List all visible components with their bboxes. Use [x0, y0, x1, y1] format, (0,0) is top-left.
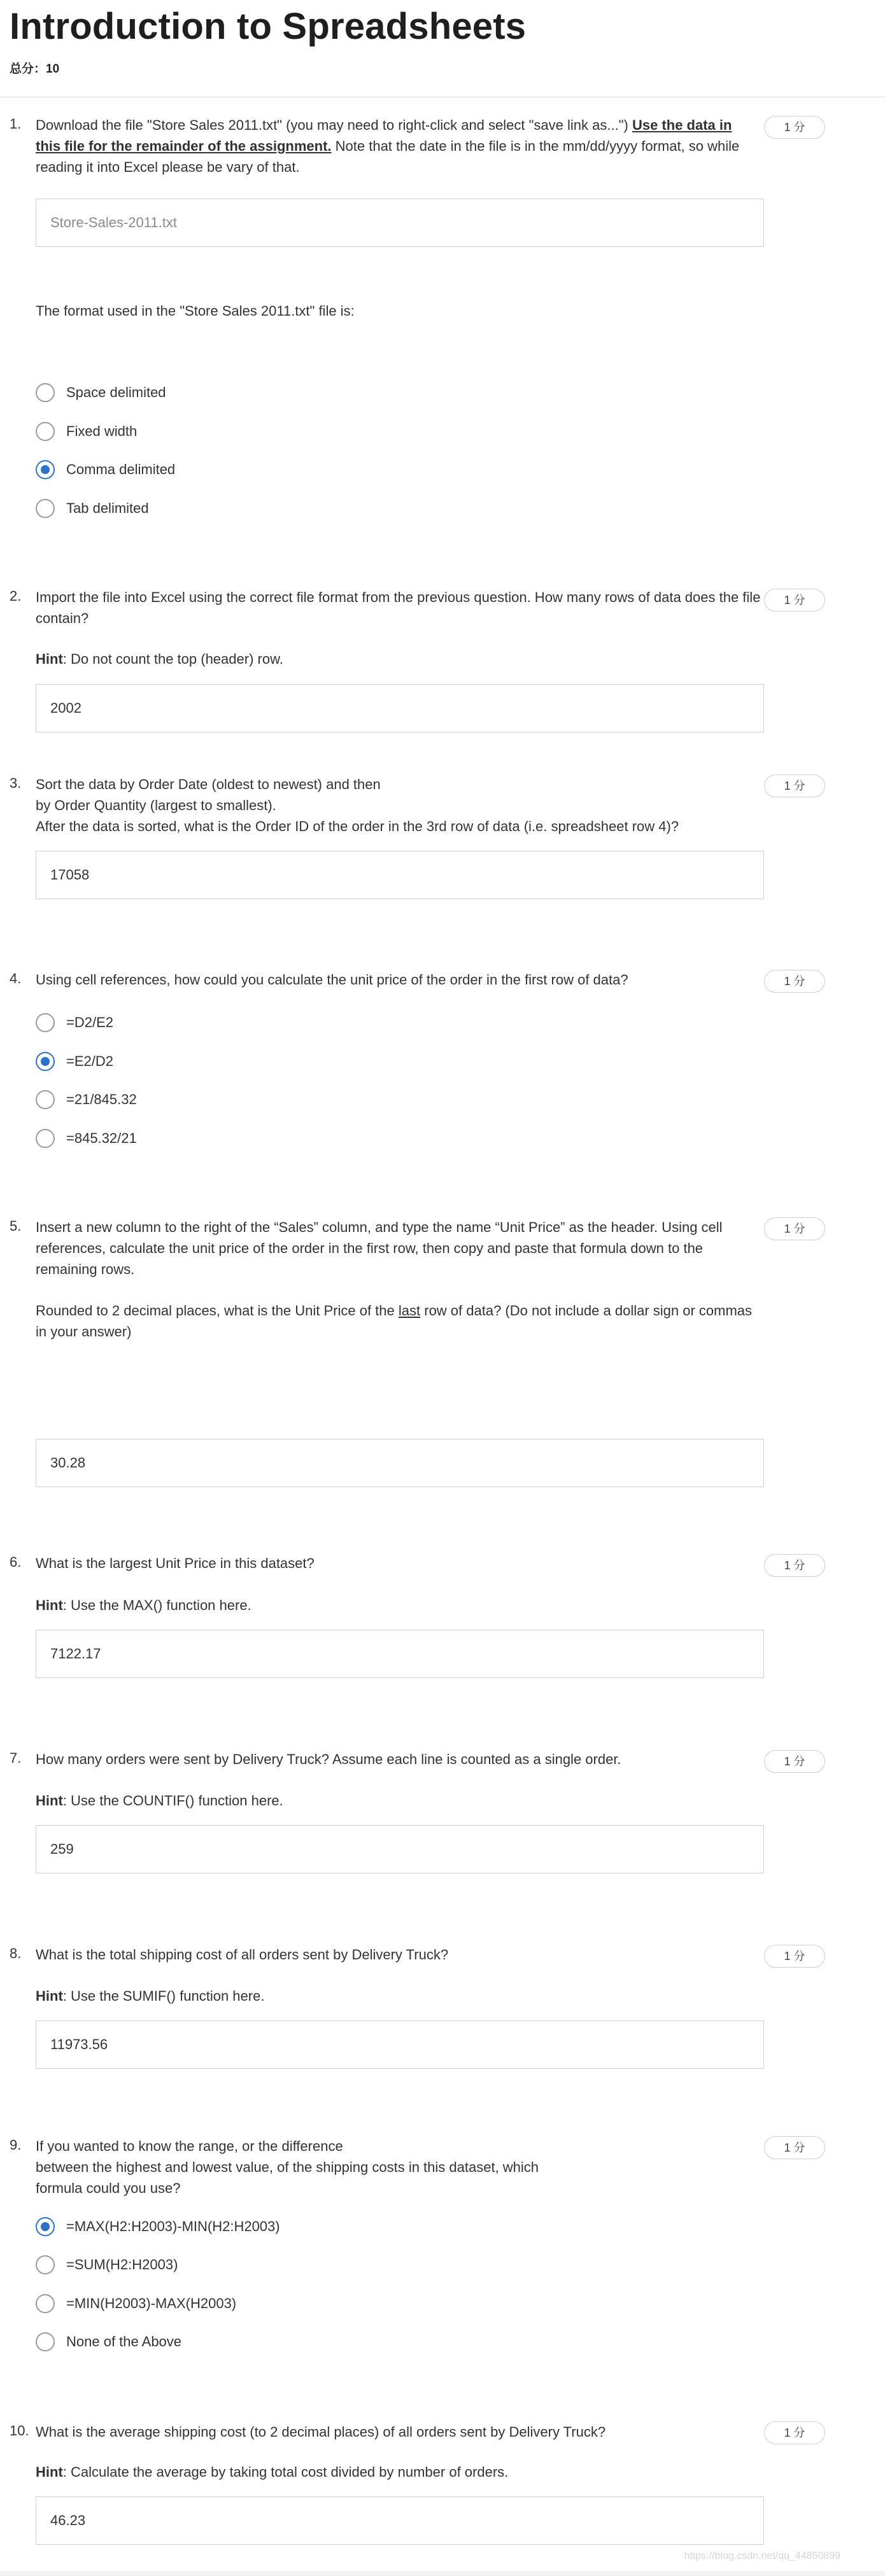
question-5-text-2-underline: last — [398, 1303, 421, 1319]
radio-unchecked-icon[interactable] — [36, 1090, 55, 1109]
question-5-number: 5. — [10, 1218, 22, 1234]
question-1-points: 1 分 — [764, 116, 825, 139]
option-label: Space delimited — [66, 384, 166, 400]
question-10-number: 10. — [10, 2423, 29, 2439]
question-2-points: 1 分 — [764, 589, 825, 612]
hint-text: : Do not count the top (header) row. — [62, 651, 283, 667]
question-1-text-post: Note that the date in the file is in the mm/dd/yyyy format, so while reading it into Excel please be vary of that. — [36, 138, 740, 175]
hint-text: : Use the SUMIF() function here. — [62, 1988, 265, 2004]
question-3-line-3: After the data is sorted, what is the Order ID of the order in the 3rd row of data (i.e. spreadsheet row 4)? — [36, 818, 679, 834]
question-4-option-1[interactable] — [36, 1012, 113, 1033]
total-score: 总分：10 — [10, 62, 60, 76]
question-2-answer-input[interactable]: 2002 — [36, 684, 764, 732]
question-2-number: 2. — [10, 588, 22, 604]
option-label: =21/845.32 — [66, 1091, 137, 1107]
hint-text: : Use the COUNTIF() function here. — [62, 1793, 283, 1809]
question-4-number: 4. — [10, 970, 22, 986]
question-10-points: 1 分 — [764, 2421, 825, 2444]
question-9-points: 1 分 — [764, 2136, 825, 2159]
question-7-hint — [36, 1790, 761, 1811]
question-6-points: 1 分 — [764, 1554, 825, 1577]
hint-label: Hint — [36, 1597, 63, 1613]
question-5-answer-input[interactable]: 30.28 — [36, 1439, 764, 1487]
radio-unchecked-icon[interactable] — [36, 1013, 55, 1032]
option-label: None of the Above — [66, 2334, 182, 2349]
radio-checked-icon[interactable] — [36, 2217, 55, 2236]
question-3-number: 3. — [10, 775, 22, 791]
question-8-answer-input[interactable]: 11973.56 — [36, 2020, 764, 2069]
radio-unchecked-icon[interactable] — [36, 383, 55, 402]
option-label: =MIN(H2003)-MAX(H2003) — [66, 2295, 237, 2311]
radio-unchecked-icon[interactable] — [36, 422, 55, 441]
question-3-points: 1 分 — [764, 774, 825, 797]
question-7-answer-input[interactable]: 259 — [36, 1825, 764, 1873]
option-label: =D2/E2 — [66, 1014, 113, 1030]
question-9-line-2: between the highest and lowest value, of the shipping costs in this dataset, which — [36, 2159, 539, 2175]
question-5-points: 1 分 — [764, 1217, 825, 1240]
question-1-text — [36, 115, 749, 178]
question-4-text: Using cell references, how could you calculate the unit price of the order in the first row of data? — [36, 972, 628, 988]
question-10-text: What is the average shipping cost (to 2 decimal places) of all orders sent by Delivery Truck? — [36, 2424, 606, 2440]
question-5-text-2 — [36, 1300, 761, 1342]
question-1-text-pre: Download the file "Store Sales 2011.txt" (you may need to right-click and select "save link as...") — [36, 117, 632, 133]
question-1-number: 1. — [10, 116, 22, 132]
question-8-number: 8. — [10, 1945, 22, 1961]
question-3-line-1: Sort the data by Order Date (oldest to newest) and then — [36, 776, 381, 792]
question-8-points: 1 分 — [764, 1945, 825, 1968]
question-9-option-3[interactable] — [36, 2293, 236, 2314]
option-label: Tab delimited — [66, 500, 149, 516]
question-9-option-2[interactable] — [36, 2255, 178, 2275]
option-label: =MAX(H2:H2003)-MIN(H2:H2003) — [66, 2218, 280, 2234]
question-6-number: 6. — [10, 1554, 22, 1570]
option-label: Comma delimited — [66, 461, 176, 477]
question-9-number: 9. — [10, 2137, 22, 2153]
question-1-text-emphasis: Use the data in this file for the remainder of the assignment. — [36, 117, 732, 154]
question-7-points: 1 分 — [764, 1750, 825, 1773]
question-1-option-1[interactable] — [36, 382, 166, 403]
question-6-hint — [36, 1595, 761, 1616]
question-9-line-3: formula could you use? — [36, 2180, 181, 2196]
question-6-text: What is the largest Unit Price in this dataset? — [36, 1555, 315, 1571]
radio-unchecked-icon[interactable] — [36, 2255, 55, 2274]
question-8-hint — [36, 1985, 761, 2006]
question-2-hint — [36, 648, 761, 669]
question-10-answer-input[interactable]: 46.23 — [36, 2496, 764, 2545]
question-3-line-2: by Order Quantity (largest to smallest). — [36, 797, 276, 813]
radio-unchecked-icon[interactable] — [36, 499, 55, 518]
question-9-line-1: If you wanted to know the range, or the difference — [36, 2138, 343, 2154]
question-3-answer-input[interactable]: 17058 — [36, 851, 764, 899]
question-7-number: 7. — [10, 1750, 22, 1766]
question-1-answer-input[interactable]: Store-Sales-2011.txt — [36, 199, 764, 247]
question-4-points: 1 分 — [764, 970, 825, 993]
question-6-answer-input[interactable]: 7122.17 — [36, 1630, 764, 1678]
question-9-option-4[interactable] — [36, 2332, 181, 2352]
option-label: =E2/D2 — [66, 1053, 113, 1069]
question-1-option-3[interactable] — [36, 459, 175, 480]
hint-label: Hint — [36, 1793, 63, 1809]
question-2-text: Import the file into Excel using the correct file format from the previous question. How many rows of data does the file contain? — [36, 589, 761, 626]
option-label: Fixed width — [66, 423, 138, 439]
radio-checked-icon[interactable] — [36, 1052, 55, 1071]
hint-label: Hint — [36, 651, 63, 667]
radio-unchecked-icon[interactable] — [36, 1129, 55, 1148]
question-1-option-4[interactable] — [36, 498, 149, 519]
question-10-hint — [36, 2461, 761, 2482]
option-label: =845.32/21 — [66, 1130, 137, 1146]
radio-unchecked-icon[interactable] — [36, 2332, 55, 2351]
radio-checked-icon[interactable] — [36, 460, 55, 479]
question-9-option-1[interactable] — [36, 2216, 280, 2237]
hint-text: : Calculate the average by taking total cost divided by number of orders. — [62, 2464, 509, 2480]
question-1-subquestion: The format used in the "Store Sales 2011.txt" file is: — [36, 303, 355, 319]
question-4-option-4[interactable] — [36, 1128, 137, 1149]
hint-text: : Use the MAX() function here. — [62, 1597, 251, 1613]
question-4-option-2[interactable] — [36, 1051, 113, 1072]
question-8-text: What is the total shipping cost of all orders sent by Delivery Truck? — [36, 1947, 449, 1963]
question-4-option-3[interactable] — [36, 1089, 137, 1110]
watermark: https://blog.csdn.net/qq_44850899 — [684, 2551, 840, 2561]
bottom-bar — [0, 2571, 885, 2576]
hint-label: Hint — [36, 1988, 63, 2004]
question-1-option-2[interactable] — [36, 421, 137, 442]
question-5-text: Insert a new column to the right of the “Sales” column, and type the name “Unit Price” as the header. Using cell references, calculate the unit price of the order in the first row, then copy and paste that formula down to the remaining rows. — [36, 1219, 723, 1277]
question-7-text: How many orders were sent by Delivery Truck? Assume each line is counted as a single order. — [36, 1751, 621, 1767]
hint-label: Hint — [36, 2464, 63, 2480]
option-label: =SUM(H2:H2003) — [66, 2257, 178, 2272]
question-5-text-2-pre: Rounded to 2 decimal places, what is the Unit Price of the — [36, 1303, 399, 1319]
radio-unchecked-icon[interactable] — [36, 2294, 55, 2313]
page-title: Introduction to Spreadsheets — [10, 6, 527, 47]
question-5-text-2-post: row of data? (Do not include a dollar sign or commas in your answer) — [36, 1303, 753, 1340]
